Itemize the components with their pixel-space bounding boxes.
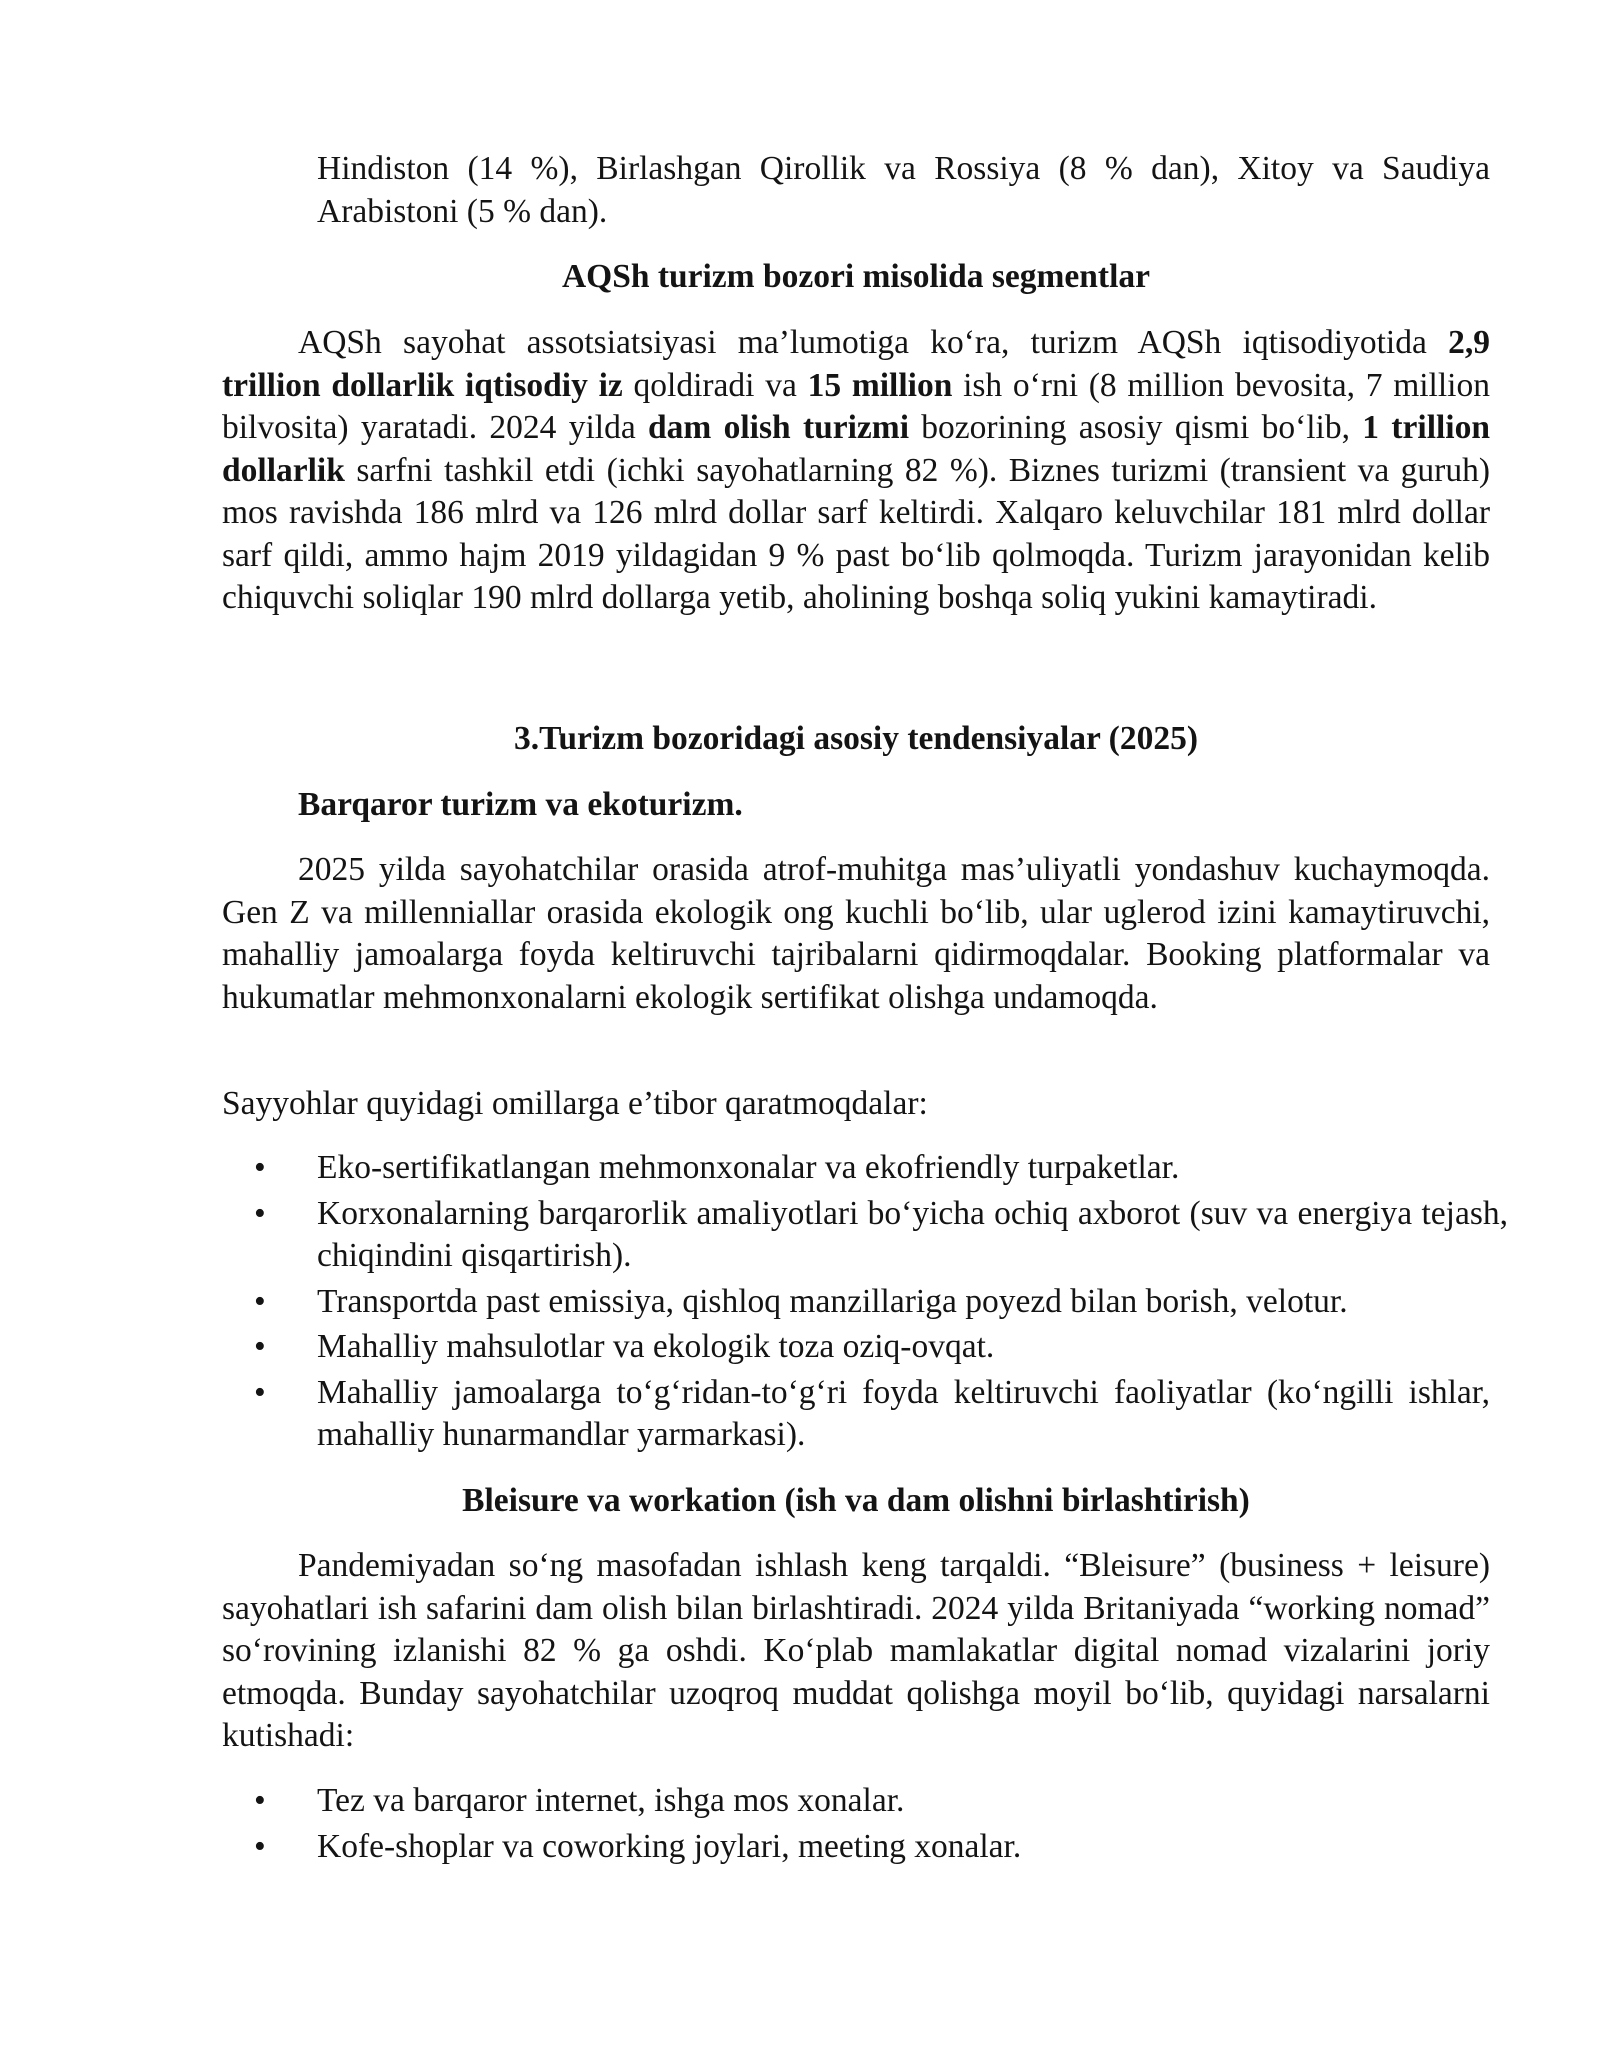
bullet-glyph: •	[254, 1149, 266, 1186]
bold-phrase: 15 million	[807, 366, 953, 404]
bullet-glyph: •	[254, 1328, 266, 1365]
eco-bullet-list	[222, 1147, 1508, 1460]
list-item: • Eko-sertifikatlangan mehmonxonalar va ekofriendly turpaketlar.	[222, 1147, 1508, 1190]
list-item: • Korxonalarning barqarorlik amaliyotlari bo‘yicha ochiq axborot (suv va energiya tejash, chiqindini qisqartirish).	[254, 1194, 1508, 1274]
eco-paragraph: 2025 yilda sayohatchilar orasida atrof-muhitga mas’uliyatli yondashuv kuchaymoqda. Gen Z va millenniallar orasida ekologik ong kuchli bo‘lib, ular uglerod izini kamaytiruvchi, mahalliy jamoalarga foyda keltiruvchi tajribalarni qidirmoqdalar. Booking platformalar va hukumatlar mehmonxonalarni ekologik sertifikat olishga undamoqda.	[222, 851, 1490, 1016]
intro-continuation: Hindiston (14 %), Birlashgan Qirollik va Rossiya (8 % dan), Xitoy va Saudiya Arabistoni (5 % dan).	[317, 150, 1490, 230]
subheading-eco: Barqaror turizm va ekoturizm.	[298, 786, 743, 823]
bullet-glyph: •	[254, 1282, 266, 1320]
list-item: • Mahalliy mahsulotlar va ekologik toza oziq-ovqat.	[222, 1326, 1508, 1369]
eco-list-intro: Sayyohlar quyidagi omillarga e’tibor qaratmoqdalar:	[222, 1085, 928, 1122]
section-heading-trends: 3.Turizm bozoridagi asosiy tendensiyalar (2025)	[514, 720, 1198, 757]
bleisure-paragraph: Pandemiyadan so‘ng masofadan ishlash keng tarqaldi. “Bleisure” (business + leisure) sayohatlari ish safarini dam olish bilan birlashtiradi. 2024 yilda Britaniyada “working nomad” so‘rovining izlanishi 82 % ga oshdi. Ko‘plab mamlakatlar digital nomad vizalarini joriy etmoqda. Bunday sayohatchilar uzoqroq muddat qolishga moyil bo‘lib, quyidagi narsalarni kutishadi:	[222, 1547, 1490, 1754]
bleisure-bullet-list	[222, 1780, 1490, 1871]
bullet-glyph: •	[254, 1194, 266, 1232]
section-heading-us: AQSh turizm bozori misolida segmentlar	[561, 258, 1151, 295]
subheading-bleisure: Bleisure va workation (ish va dam olishni birlashtirish)	[462, 1482, 1250, 1519]
list-item: • Kofe-shoplar va coworking joylari, meeting xonalar.	[222, 1826, 1490, 1869]
bullet-glyph: •	[254, 1782, 266, 1819]
list-item: • Transportda past emissiya, qishloq manzillariga poyezd bilan borish, velotur.	[222, 1281, 1508, 1324]
text-run: qoldiradi va	[622, 366, 808, 404]
bullet-glyph: •	[254, 1373, 266, 1411]
text-run: AQSh sayohat assotsiatsiyasi ma’lumotiga ko‘ra, turizm AQSh iqtisodiyotida	[298, 324, 1449, 361]
list-item: • Mahalliy jamoalarga to‘g‘ridan-to‘g‘ri foyda keltiruvchi faoliyatlar (ko‘ngilli ishlar, mahalliy hunarmandlar yarmarkasi).	[254, 1373, 1490, 1453]
text-run: bozorining asosiy qismi bo‘lib,	[909, 409, 1363, 446]
us-tourism-paragraph	[222, 322, 1490, 620]
bold-phrase: 2,9 trillion dollarlik iqtisodiy iz	[222, 324, 1490, 404]
list-item: • Tez va barqaror internet, ishga mos xonalar.	[222, 1780, 1490, 1823]
text-run: ish o‘rni (8 million bevosita, 7 million bilvosita) yaratadi. 2024 yilda	[222, 366, 1490, 446]
bold-phrase: 1 trillion dollarlik	[222, 409, 1490, 489]
text-run: sarfni tashkil etdi (ichki sayohatlarning 82 %). Biznes turizmi (transient va guruh) mos ravishda 186 mlrd va 126 mlrd dollar sarf keltirdi. Xalqaro keluvchilar 181 mlrd dollar sarf qildi, ammo hajm 2019 yildagidan 9 % past bo‘lib qolmoqda. Turizm jarayonidan kelib chiquvchi soliqlar 190 mlrd dollarga yetib, aholining boshqa soliq yukini kamaytiradi.	[222, 451, 1490, 616]
bold-phrase: dam olish turizmi	[648, 409, 909, 446]
bullet-glyph: •	[254, 1827, 266, 1865]
